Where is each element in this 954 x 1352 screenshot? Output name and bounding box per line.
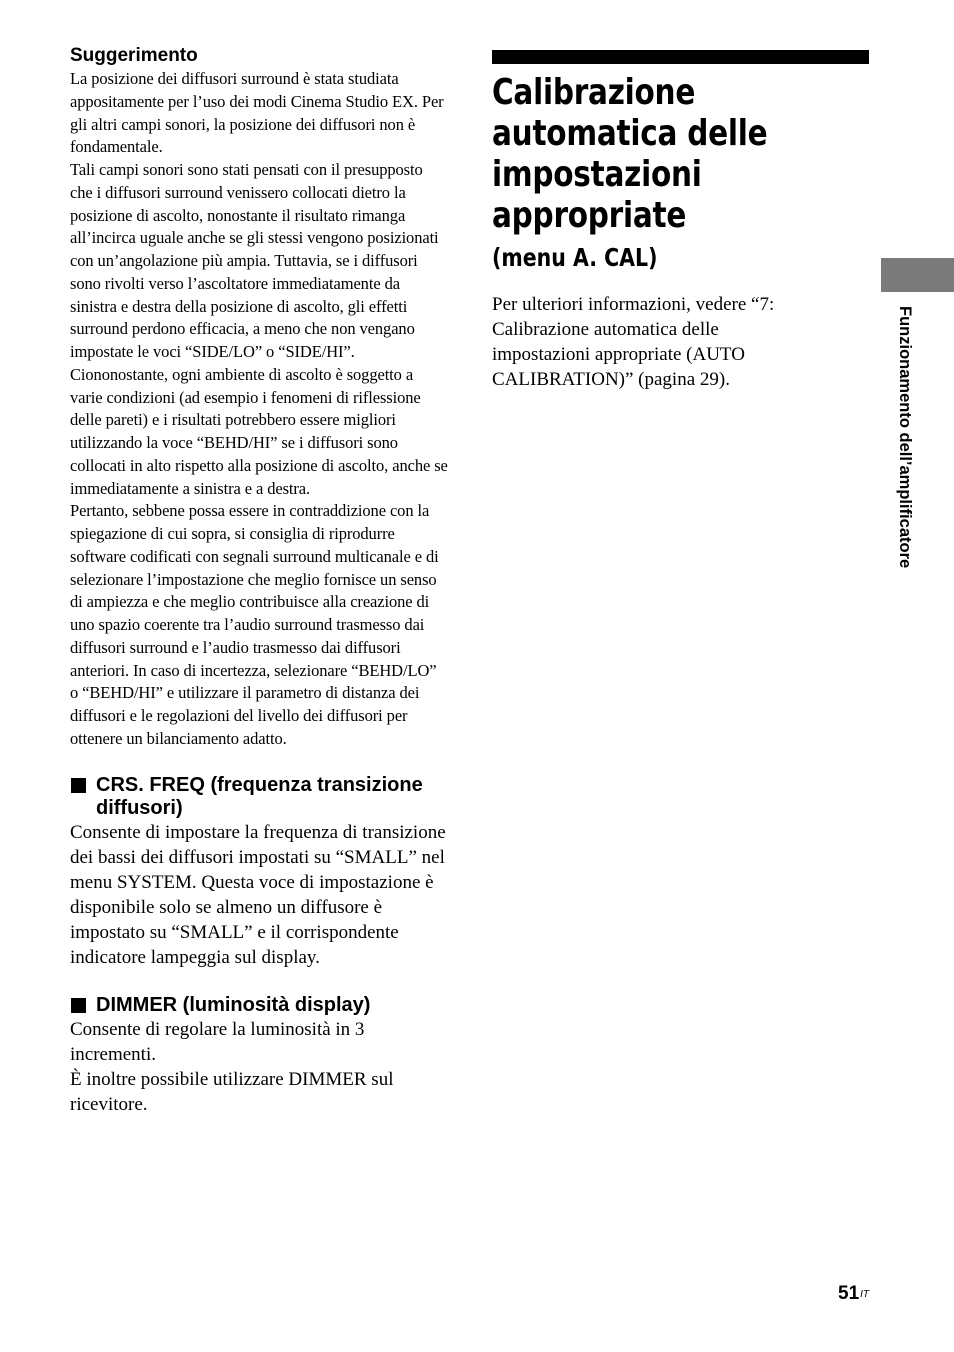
title-bar	[492, 50, 869, 64]
left-column	[70, 44, 448, 1117]
chapter-label: Funzionamento dell’amplificatore	[896, 306, 914, 569]
chapter-tab	[881, 258, 954, 292]
square-bullet-icon	[71, 778, 86, 793]
section-heading-crs-freq	[70, 774, 448, 820]
section-heading-text: CRS. FREQ (frequenza transizione diffusori)	[96, 773, 423, 819]
section-heading-text: DIMMER (luminosità display)	[96, 993, 371, 1016]
square-bullet-icon	[71, 998, 86, 1013]
tip-paragraph-1: La posizione dei diffusori surround è stata studiata appositamente per l’uso dei modi Cinema Studio EX. Per gli altri campi sonori, la posizione dei diffusori non è fondamentale.	[70, 69, 444, 157]
section-heading-dimmer	[70, 994, 448, 1017]
section-paragraph: È inoltre possibile utilizzare DIMMER sul ricevitore.	[70, 1068, 394, 1115]
section-crs-freq	[70, 774, 448, 970]
tip-paragraph-2: Tali campi sonori sono stati pensati con il presupposto che i diffusori surround venissero collocati dietro la posizione di ascolto, nonostante il risultato rimanga all’incirca uguale anche se gli stessi vengono posizionati con un’angolazione più ampia. Tuttavia, se i diffusori sono rivolti verso l’ascoltatore immediatamente da sinistra e destra della posizione di ascolto, gli effetti surround perdono efficacia, a meno che non vengano impostate le voci “SIDE/LO” o “SIDE/HI”. Ciononostante, ogni ambiente di ascolto è soggetto a varie condizioni (ad esempio i fenomeni di riflessione delle pareti) e i risultati potrebbero essere migliori utilizzando la voce “BEHD/HI” se i diffusori sono collocati in alto rispetto alla posizione di ascolto, anche se immediatamente a sinistra e a destra.	[70, 160, 448, 498]
section-dimmer	[70, 994, 448, 1117]
right-column	[492, 50, 870, 392]
section-paragraph: Consente di regolare la luminosità in 3 incrementi.	[70, 1018, 365, 1065]
page-title: Calibrazione automatica delle impostazioni appropriate	[492, 72, 768, 236]
reference-paragraph: Per ulteriori informazioni, vedere “7: Calibrazione automatica delle impostazioni appropriate (AUTO CALIBRATION)” (pagina 29).	[492, 294, 775, 390]
tip-heading: Suggerimento	[70, 45, 198, 66]
section-paragraph: Consente di impostare la frequenza di transizione dei bassi dei diffusori impostati su “SMALL” nel menu SYSTEM. Questa voce di impostazione è disponibile solo se almeno un diffusore è impostato su “SMALL” e il corrispondente indicatore lampeggia sul display.	[70, 821, 446, 968]
page-language-suffix: IT	[860, 1289, 870, 1300]
page-number	[838, 1282, 869, 1306]
page-number-value: 51	[838, 1283, 860, 1304]
page-subtitle: (menu A. CAL)	[492, 243, 658, 272]
tip-paragraph-3: Pertanto, sebbene possa essere in contraddizione con la spiegazione di cui sopra, si consiglia di riprodurre software codificati con segnali surround multicanale e di selezionare l’impostazione che meglio fornisce un senso di ampiezza e che meglio contribuisce alla creazione di uno spazio coerente tra l’audio surround trasmesso dai diffusori surround e l’audio trasmesso dai diffusori anteriori. In caso di incertezza, selezionare “BEHD/LO” o “BEHD/HI” e utilizzare il parametro di distanza dei diffusori e le regolazioni del livello dei diffusori per ottenere un bilanciamento adatto.	[70, 501, 439, 748]
